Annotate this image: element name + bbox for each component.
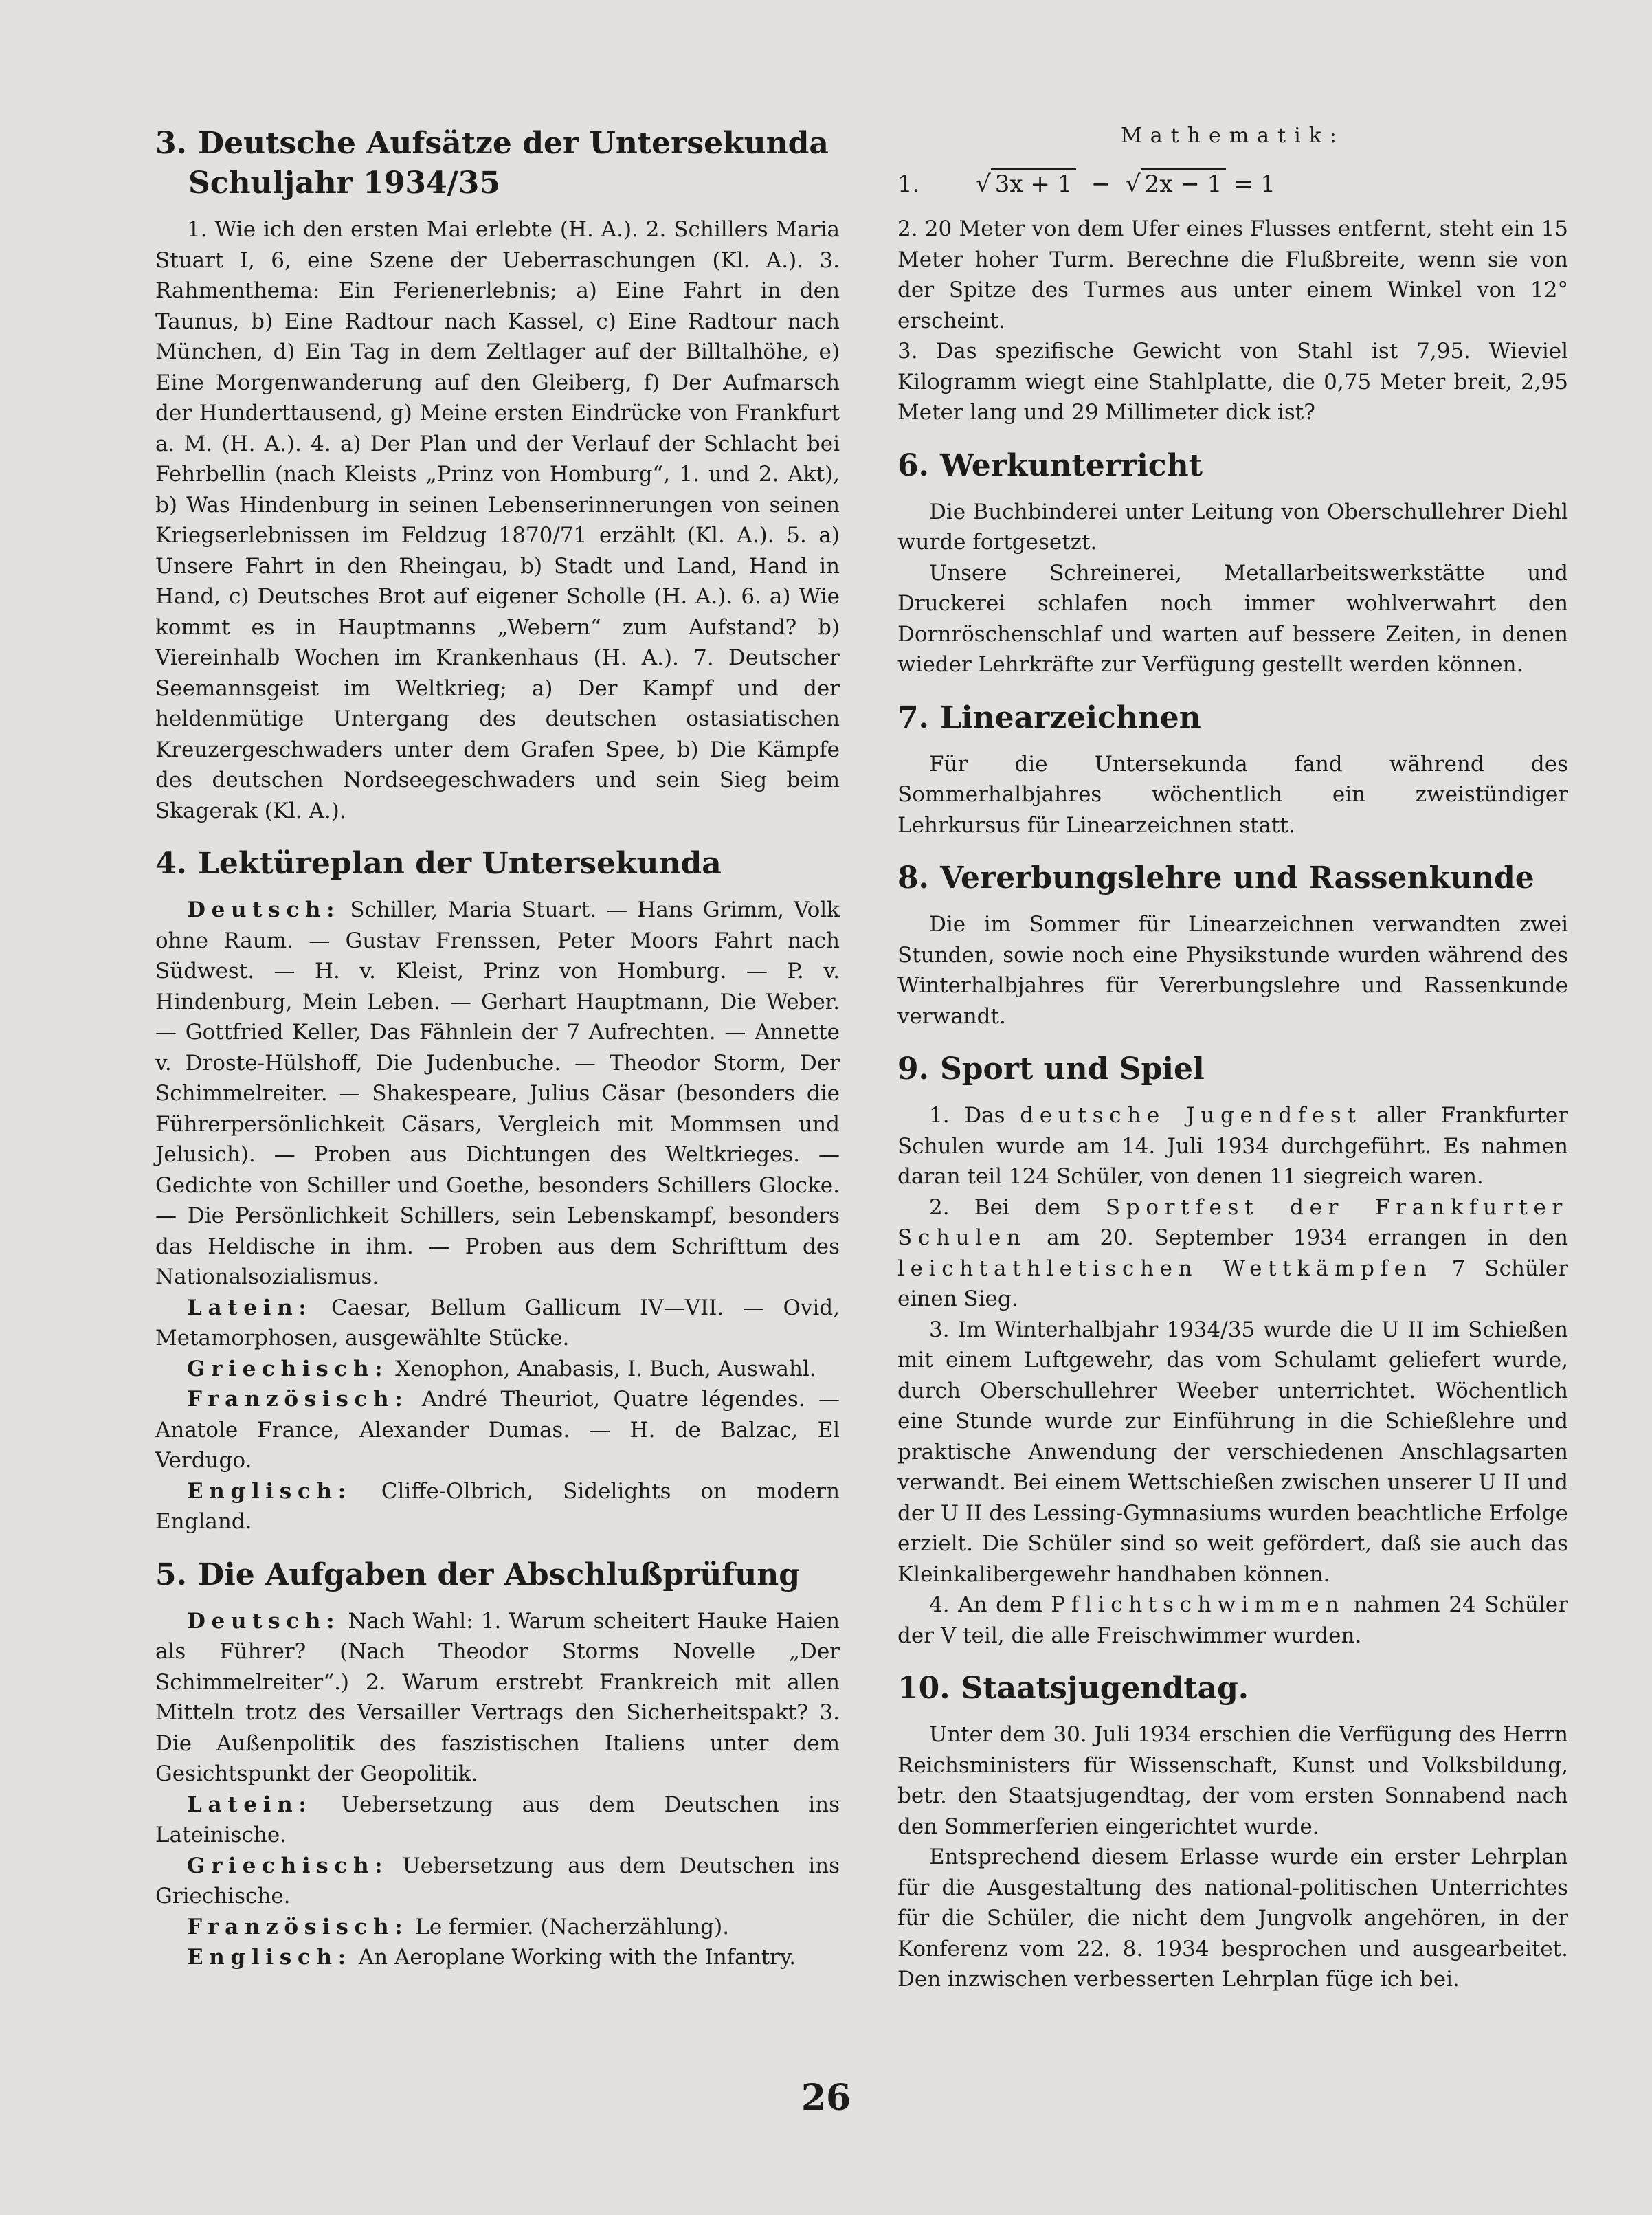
sport-p1: 1. Das deutsche Jugendfest aller Frankfurter Schulen wurde am 14. Juli 1934 durchgeführt. Es nahmen daran teil 124 Schüler, von denen 11 siegreich waren. (897, 1103, 1568, 1189)
lektuere-deutsch: Deutsch: Schiller, Maria Stuart. — Hans Grimm, Volk ohne Raum. — Gustav Frenssen, Peter Moors Fahrt nach Südwest. — H. v. Kleist, Prinz von Homburg. — P. v. Hindenburg, Mein Leben. — Gerhart Hauptmann, Die Weber. — Gottfried Keller, Das Fähnlein der 7 Aufrechten. — Annette v. Droste-Hülshoff, Die Judenbuche. — Theodor Storm, Der Schimmelreiter. — Shakespeare, Julius Cäsar (besonders die Führerpersönlichkeit Cäsars, Vergleich mit Mommsen und Jelusich). — Proben aus Dichtungen des Weltkrieges. — Gedichte von Schiller und Goethe, besonders Schillers Glocke. — Die Persönlichkeit Schillers, sein Lebenskampf, besonders das Heldische in ihm. — Proben aus dem Schrifttum des Nationalsozialismus. (155, 898, 840, 1289)
heading-linearzeichnen: 7. Linearzeichnen (897, 700, 1201, 735)
heading-vererbungslehre: 8. Vererbungslehre und Rassenkunde (897, 860, 1534, 895)
pruefung-deutsch: Deutsch: Nach Wahl: 1. Warum scheitert Hauke Haien als Führer? (Nach Theodor Storms Novelle „Der Schimmelreiter“.) 2. Warum erstrebt Frankreich mit allen Mitteln trotz des Versailler Vertrags den Sicherheitspakt? 3. Die Außenpolitik des faszistischen Italiens unter dem Gesichtspunkt der Geopolitik. (155, 1608, 840, 1786)
werkunterricht-p2: Unsere Schreinerei, Metallarbeitswerkstätte und Druckerei schlafen noch immer wohlverwahrt den Dornröschenschlaf und warten auf bessere Zeiten, in denen wieder Lehrkräfte zur Verfügung gestellt werden können. (897, 560, 1568, 677)
heading-deutsche-aufsaetze: 3. Deutsche Aufsätze der Untersekunda Schuljahr 1934/35 (155, 126, 829, 201)
aufsaetze-list: 1. Wie ich den ersten Mai erlebte (H. A.). 2. Schillers Maria Stuart I, 6, eine Szene der Ueberraschungen (Kl. A.). 3. Rahmenthema: Ein Ferienerlebnis; a) Eine Fahrt in den Taunus, b) Eine Radtour nach Kassel, c) Eine Radtour nach München, d) Ein Tag in dem Zeltlager auf der Billtalhöhe, e) Eine Morgenwanderung auf den Gleiberg, f) Der Aufmarsch der Hunderttausend, g) Meine ersten Eindrücke von Frankfurt a. M. (H. A.). 4. a) Der Plan und der Verlauf der Schlacht bei Fehrbellin (nach Kleists „Prinz von Homburg“, 1. und 2. Akt), b) Was Hindenburg in seinen Lebenserinnerungen von seinen Kriegserlebnissen im Feldzug 1870/71 erzählt (Kl. A.). 5. a) Unsere Fahrt in den Rheingau, b) Stadt und Land, Hand in Hand, c) Deutsches Brot auf eigener Scholle (H. A.). 6. a) Wie kommt es in Hauptmanns „Webern“ zum Aufstand? b) Viereinhalb Wochen im Krankenhaus (H. A.). 7. Deutscher Seemannsgeist im Weltkrieg; a) Der Kampf und der heldenmütige Untergang des deutschen ostasiatischen Kreuzergeschwaders unter dem Grafen Spee, b) Die Kämpfe des deutschen Nordseegeschwaders und sein Sieg beim Skagerak (Kl. A.). (155, 217, 840, 823)
staatsjugendtag-p1: Unter dem 30. Juli 1934 erschien die Verfügung des Herrn Reichsministers für Wissenschaft, Kunst und Volksbildung, betr. den Staatsjugendtag, der vom ersten Sonnabend nach den Sommerferien eingerichtet wurde. (897, 1722, 1568, 1839)
heading-werkunterricht: 6. Werkunterricht (897, 447, 1203, 483)
sqrt-symbol-1: √ (976, 170, 991, 198)
linearzeichnen-p1: Für die Untersekunda fand während des Sommerhalbjahres wöchentlich ein zweistündiger Lehrkursus für Linearzeichnen statt. (897, 751, 1568, 838)
math-task-2: 2. 20 Meter von dem Ufer eines Flusses entfernt, steht ein 15 Meter hoher Turm. Berechne die Flußbreite, wenn sie von der Spitze des Turmes aus unter einem Winkel von 12° erscheint. (897, 216, 1568, 333)
sqrt-symbol-2: √ (1126, 170, 1141, 198)
left-column (155, 124, 840, 1973)
pruefung-latein: Latein: Uebersetzung aus dem Deutschen ins Lateinische. (155, 1792, 840, 1847)
sport-p3: 3. Im Winterhalbjahr 1934/35 wurde die U II im Schießen mit einem Luftgewehr, das vom Schulamt geliefert wurde, durch Oberschullehrer Weeber unterrichtet. Wöchentlich eine Stunde wurde zur Einführung in die Schießlehre und praktische Anwendung der verschiedenen Anschlagsarten verwandt. Bei einem Wettschießen zwischen unserer U II und der U II des Lessing-Gymnasiums wurden beachtliche Erfolge erzielt. Die Schüler sind so weit gefördert, daß sie auch das Kleinkalibergewehr handhaben können. (897, 1317, 1568, 1587)
werkunterricht-p1: Die Buchbinderei unter Leitung von Oberschullehrer Diehl wurde fortgesetzt. (897, 499, 1568, 555)
right-column (897, 124, 1568, 1995)
vererbungslehre-p1: Die im Sommer für Linearzeichnen verwandten zwei Stunden, sowie noch eine Physikstunde wurden während des Winterhalbjahres für Vererbungslehre und Rassenkunde verwandt. (897, 912, 1568, 1029)
lektuere-griechisch: Griechisch: Xenophon, Anabasis, I. Buch, Auswahl. (187, 1356, 816, 1381)
mathematik-heading: Mathematik: (1120, 124, 1345, 148)
math-task-3: 3. Das spezifische Gewicht von Stahl ist 7,95. Wieviel Kilogramm wiegt eine Stahlplatte, die 0,75 Meter breit, 2,95 Meter lang und 29 Millimeter dick ist? (897, 339, 1568, 425)
staatsjugendtag-p2: Entsprechend diesem Erlasse wurde ein erster Lehrplan für die Ausgestaltung des national-politischen Unterrichtes für die Schüler, die nicht dem Jungvolk angehören, in der Konferenz vom 22. 8. 1934 besprochen und ausgearbeitet. Den inzwischen verbesserten Lehrplan füge ich bei. (897, 1845, 1568, 1992)
sport-p2: 2. Bei dem Sportfest der Frankfurter Schulen am 20. September 1934 errangen in den leichtathletischen Wettkämpfen 7 Schüler einen Sieg. (897, 1194, 1569, 1311)
math-equation: 1. √ 3x + 1 − √ 2x − 1 = 1 (897, 164, 1568, 204)
page-number: 26 (801, 2077, 851, 2119)
lektuere-latein: Latein: Caesar, Bellum Gallicum IV—VII. — Ovid, Metamorphosen, ausgewählte Stücke. (155, 1295, 840, 1350)
heading-staatsjugendtag: 10. Staatsjugendtag. (897, 1671, 1249, 1706)
lektuere-franzoesisch: Französisch: André Theuriot, Quatre légendes. — Anatole France, Alexander Dumas. — H. de Balzac, El Verdugo. (155, 1387, 840, 1473)
pruefung-franzoesisch: Französisch: Le fermier. (Nacherzählung). (187, 1914, 730, 1939)
pruefung-englisch: Englisch: An Aeroplane Working with the Infantry. (187, 1945, 796, 1970)
pruefung-griechisch: Griechisch: Uebersetzung aus dem Deutschen ins Griechische. (155, 1853, 840, 1908)
heading-lektuereplan: 4. Lektüreplan der Untersekunda (155, 846, 722, 881)
heading-sport-und-spiel: 9. Sport und Spiel (897, 1051, 1205, 1087)
heading-abschlusspruefung: 5. Die Aufgaben der Abschlußprüfung (155, 1557, 800, 1592)
lektuere-englisch: Englisch: Cliffe-Olbrich, Sidelights on modern England. (155, 1478, 840, 1534)
sport-p4: 4. An dem Pflichtschwimmen nahmen 24 Schüler der V teil, die alle Freischwimmer wurden. (897, 1592, 1568, 1648)
